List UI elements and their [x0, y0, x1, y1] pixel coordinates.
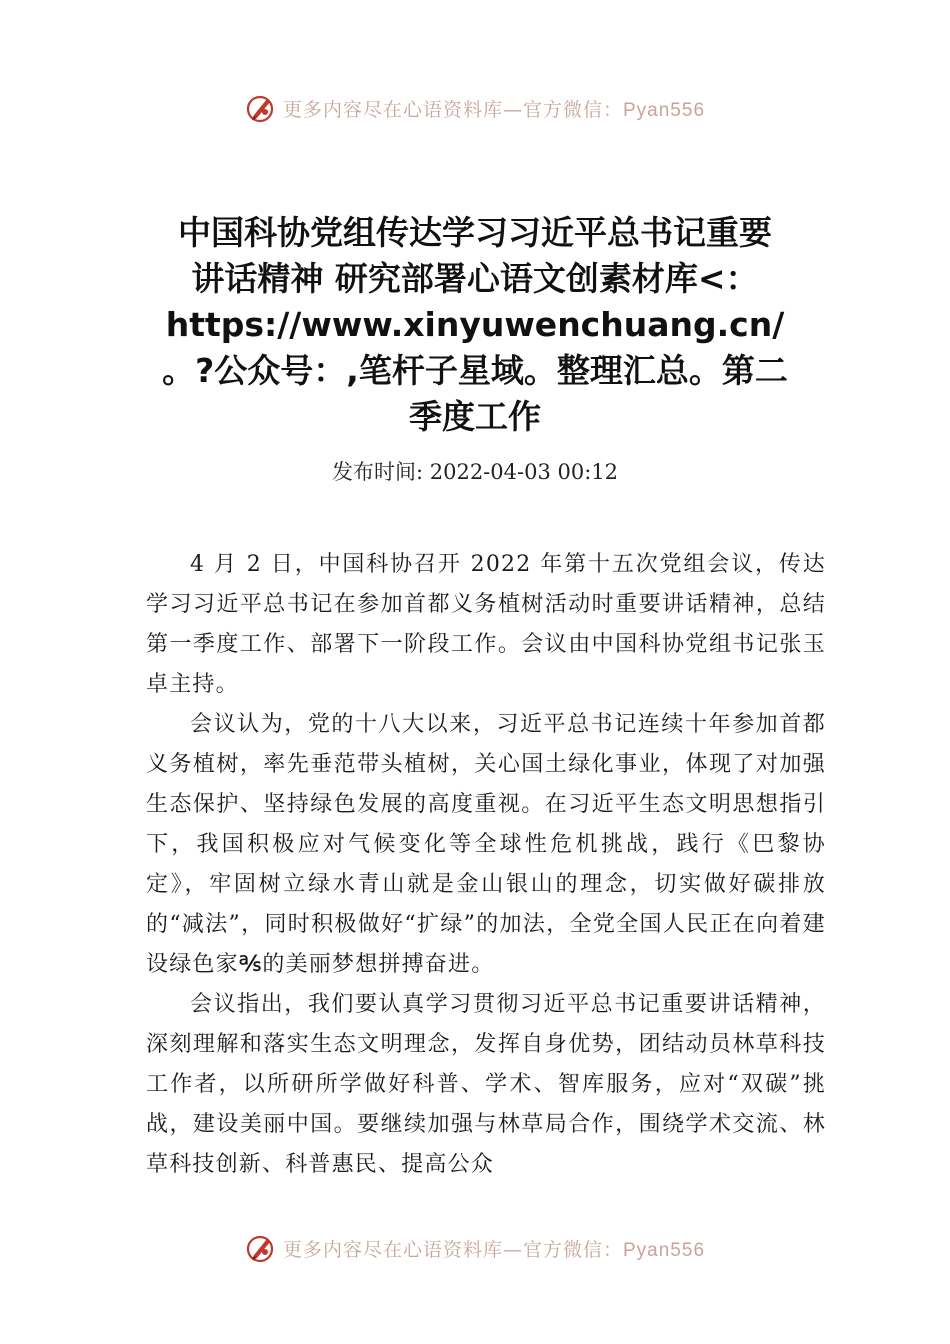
title-line: 中国科协党组传达学习习近平总书记重要	[178, 213, 772, 252]
pen-seal-icon	[245, 1232, 277, 1264]
publish-time: 发布时间: 2022-04-03 00:12	[331, 460, 619, 484]
document-body	[146, 545, 826, 1185]
title-line: https://www.xinyuwenchuang.cn/	[165, 305, 785, 344]
title-line: 讲话精神 研究部署心语文创素材库<：	[191, 259, 759, 298]
title-line: 季度工作	[409, 397, 541, 436]
header-watermark	[0, 92, 950, 124]
body-paragraph: 4 月 2 日，中国科协召开 2022 年第十五次党组会议，传达学习习近平总书记在参加首都义务植树活动时重要讲话精神，总结第一季度工作、部署下一阶段工作。会议由中国科协党组书记张玉卓主持。	[146, 552, 826, 697]
document-title	[100, 210, 850, 440]
footer-watermark	[0, 1232, 950, 1264]
watermark-text: 更多内容尽在心语资料库—官方微信：Pyan556	[282, 1238, 706, 1261]
wechat-id: Pyan556	[623, 99, 706, 121]
wechat-id: Pyan556	[623, 1239, 706, 1261]
pen-seal-icon	[245, 92, 277, 124]
body-paragraph: 会议指出，我们要认真学习贯彻习近平总书记重要讲话精神，深刻理解和落实生态文明理念，发挥自身优势，团结动员林草科技工作者，以所研所学做好科普、学术、智库服务，应对“双碳”挑战，建设美丽中国。要继续加强与林草局合作，围绕学术交流、林草科技创新、科普惠民、提高公众	[146, 992, 826, 1177]
title-line: 。?公众号：,笔杆子星域。整理汇总。第二	[162, 351, 788, 390]
watermark-text: 更多内容尽在心语资料库—官方微信：Pyan556	[282, 98, 706, 121]
body-paragraph: 会议认为，党的十八大以来，习近平总书记连续十年参加首都义务植树，率先垂范带头植树，关心国土绿化事业，体现了对加强生态保护、坚持绿色发展的高度重视。在习近平生态文明思想指引下，我国积极应对气候变化等全球性危机挑战，践行《巴黎协定》，牢固树立绿水青山就是金山银山的理念，切实做好碳排放的“减法”，同时积极做好“扩绿”的加法，全党全国人民正在向着建设绿色家℁的美丽梦想拼搏奋进。	[146, 712, 826, 977]
